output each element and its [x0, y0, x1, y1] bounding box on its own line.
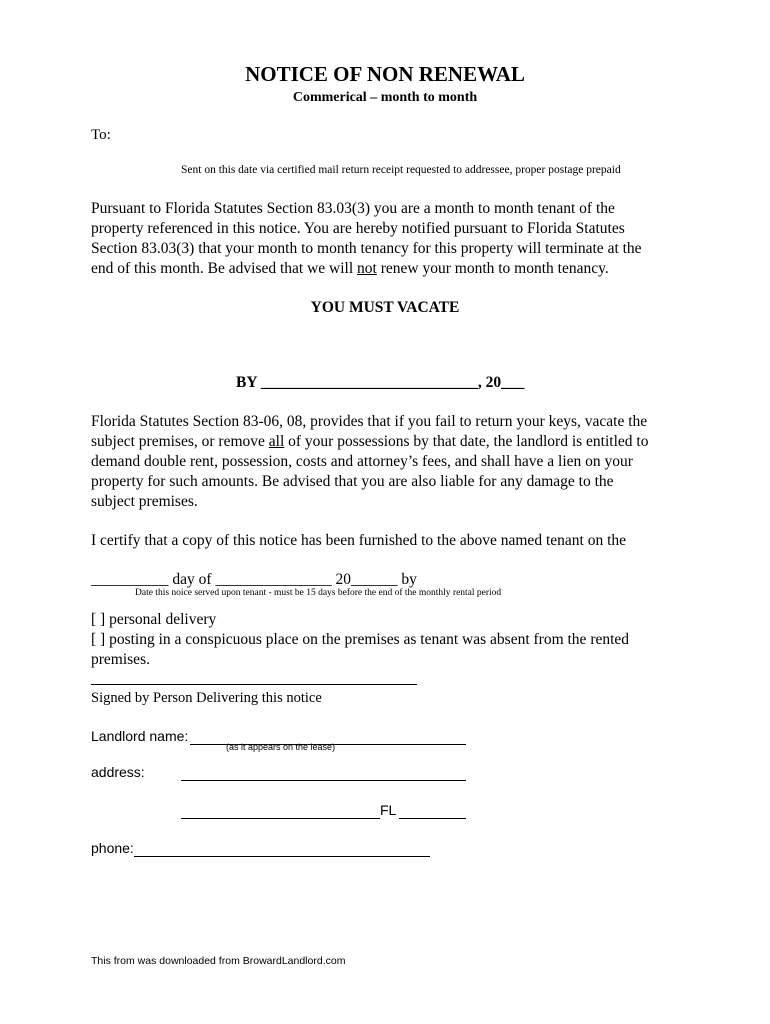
text-run: subject premises, or remove: [91, 433, 269, 450]
posting-option-continued: premises.: [91, 651, 150, 668]
certified-mail-note: Sent on this date via certified mail return receipt requested to addressee, proper postage prepaid: [181, 164, 621, 176]
phone-label: phone:: [91, 840, 134, 856]
service-date-note: Date this noice served upon tenant - must be 15 days before the end of the monthly rental period: [135, 588, 502, 598]
paragraph-line: subject premises.: [91, 493, 198, 510]
signature-caption: Signed by Person Delivering this notice: [91, 690, 322, 706]
paragraph-line: [91, 259, 642, 279]
text-run: renew your month to month tenancy.: [376, 260, 609, 277]
certify-statement: I certify that a copy of this notice has been furnished to the above named tenant on the: [91, 532, 626, 549]
paragraph-line: demand double rent, possession, costs and attorney’s fees, and shall have a lien on your: [91, 453, 633, 470]
text-run: end of this month. Be advised that we will: [91, 260, 358, 277]
document-title: NOTICE OF NON RENEWAL: [245, 62, 525, 86]
personal-delivery-option: [ ] personal delivery: [91, 611, 217, 628]
underlined-word: not: [357, 260, 377, 277]
to-label: To:: [91, 127, 111, 143]
statute-paragraph: [91, 412, 648, 512]
paragraph-line: Florida Statutes Section 83-06, 08, provides that if you fail to return your keys, vacate the: [91, 413, 648, 430]
tenancy-paragraph: [91, 199, 642, 279]
paragraph-line: property for such amounts. Be advised that you are also liable for any damage to the: [91, 473, 614, 490]
paragraph-line: Pursuant to Florida Statutes Section 83.03(3) you are a month to month tenant of the: [91, 200, 615, 217]
landlord-name-note: (as it appears on the lease): [226, 742, 336, 752]
footer-note: This from was downloaded from BrowardLandlord.com: [91, 955, 346, 967]
paragraph-line: property referenced in this notice. You are hereby notified pursuant to Florida Statutes: [91, 220, 625, 237]
vacate-by-date-field: BY ____________________________, 20___: [236, 374, 525, 391]
address-line-2: [181, 818, 380, 819]
state-label: FL: [380, 802, 397, 818]
posting-option: [ ] posting in a conspicuous place on the premises as tenant was absent from the rented: [91, 631, 630, 648]
document-subtitle: Commerical – month to month: [292, 90, 478, 105]
paragraph-line: [91, 432, 648, 452]
paragraph-line: Section 83.03(3) that your month to month tenancy for this property will terminate at the: [91, 240, 642, 257]
phone-line: [134, 856, 430, 857]
zip-line: [399, 818, 466, 819]
vacate-heading: YOU MUST VACATE: [310, 299, 460, 316]
text-run: of your possessions by that date, the landlord is entitled to: [284, 433, 649, 450]
landlord-name-label: Landlord name:: [91, 728, 189, 744]
address-line-1: [181, 780, 466, 781]
underlined-word: all: [268, 433, 285, 450]
service-date-field: __________ day of _______________ 20______ by: [91, 571, 417, 588]
signature-line: [91, 684, 417, 685]
address-label: address:: [91, 764, 145, 780]
